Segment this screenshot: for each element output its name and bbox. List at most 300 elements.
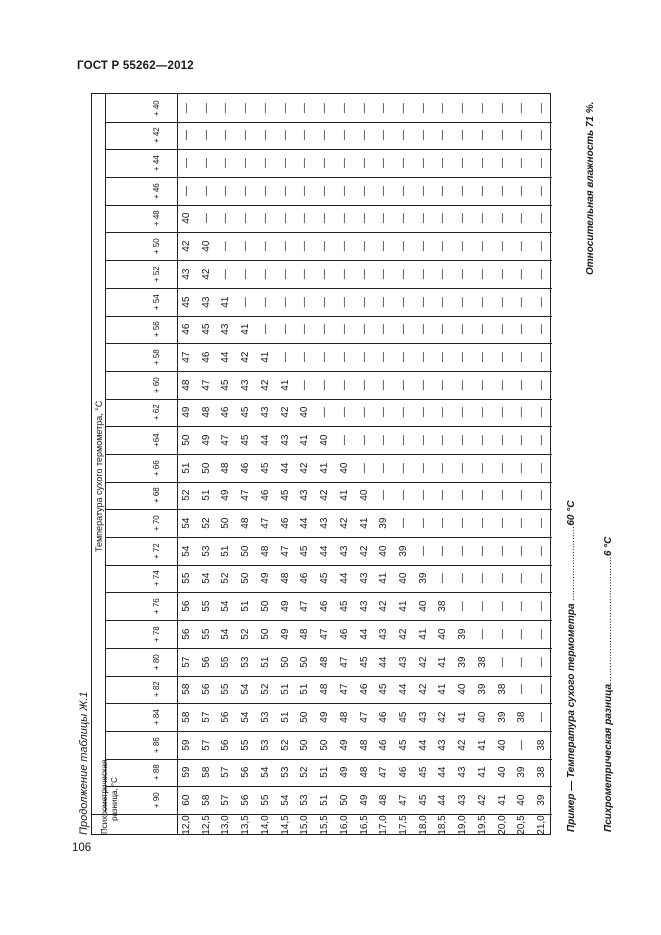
humidity-value: 48 bbox=[319, 656, 331, 668]
humidity-value: — bbox=[536, 684, 548, 695]
humidity-value: 43 bbox=[240, 379, 252, 391]
humidity-value: 41 bbox=[417, 628, 429, 640]
humidity-value: — bbox=[358, 296, 370, 307]
humidity-value: 46 bbox=[259, 489, 271, 502]
diff-value: 20,5 bbox=[516, 815, 528, 835]
humidity-value: 60 bbox=[180, 794, 192, 806]
humidity-value: — bbox=[437, 296, 449, 307]
example-line-1 bbox=[566, 501, 577, 832]
humidity-value: 43 bbox=[279, 434, 291, 446]
humidity-value: 48 bbox=[279, 573, 291, 585]
humidity-value: — bbox=[437, 130, 449, 141]
humidity-value: — bbox=[536, 435, 548, 446]
humidity-value: — bbox=[417, 379, 429, 390]
humidity-value: 40 bbox=[397, 573, 409, 585]
humidity-value: — bbox=[259, 324, 271, 335]
example-line-1-dots: ........................... bbox=[566, 525, 577, 601]
humidity-value: 46 bbox=[378, 711, 390, 723]
humidity-value: — bbox=[378, 379, 390, 390]
humidity-value: 48 bbox=[378, 794, 390, 806]
humidity-value: — bbox=[378, 490, 390, 501]
diff-value: 17,0 bbox=[378, 815, 390, 835]
humidity-value: 48 bbox=[358, 739, 370, 751]
humidity-value: — bbox=[536, 130, 548, 141]
humidity-value: 44 bbox=[220, 351, 232, 363]
temperature-header: + 90 bbox=[152, 792, 161, 809]
humidity-value: 51 bbox=[240, 600, 252, 612]
humidity-value: — bbox=[536, 296, 548, 307]
humidity-value: — bbox=[496, 185, 508, 196]
humidity-value: — bbox=[338, 324, 350, 335]
humidity-value: — bbox=[476, 241, 488, 252]
humidity-value: — bbox=[397, 352, 409, 363]
humidity-value: — bbox=[338, 269, 350, 279]
humidity-value: 42 bbox=[417, 656, 429, 668]
humidity-value: 41 bbox=[220, 296, 232, 308]
humidity-value: — bbox=[457, 158, 469, 169]
humidity-value: 50 bbox=[200, 462, 212, 474]
humidity-value: 43 bbox=[417, 711, 429, 723]
humidity-value: 40 bbox=[457, 683, 469, 695]
humidity-value: 54 bbox=[279, 794, 291, 806]
humidity-value: — bbox=[536, 629, 548, 639]
humidity-value: 54 bbox=[240, 711, 252, 723]
humidity-value: — bbox=[259, 296, 271, 307]
humidity-value: — bbox=[417, 102, 429, 113]
humidity-value: — bbox=[516, 296, 528, 307]
humidity-value: — bbox=[358, 241, 370, 252]
humidity-value: 58 bbox=[180, 683, 192, 695]
humidity-value: — bbox=[299, 269, 311, 279]
humidity-value: — bbox=[476, 435, 488, 446]
humidity-value: 45 bbox=[319, 573, 331, 585]
humidity-value: — bbox=[378, 269, 390, 279]
humidity-value: — bbox=[476, 158, 488, 169]
humidity-value: — bbox=[378, 213, 390, 224]
humidity-value: 46 bbox=[180, 323, 192, 335]
humidity-value: — bbox=[358, 185, 370, 196]
temperature-header: + 50 bbox=[152, 238, 161, 255]
humidity-value: 57 bbox=[200, 711, 212, 723]
humidity-value: 45 bbox=[279, 489, 291, 502]
humidity-value: 56 bbox=[180, 628, 192, 640]
humidity-value: 49 bbox=[200, 434, 212, 446]
humidity-value: 47 bbox=[319, 628, 331, 640]
humidity-value: — bbox=[259, 241, 271, 252]
humidity-value: 39 bbox=[516, 766, 528, 779]
humidity-value: — bbox=[378, 158, 390, 169]
humidity-value: 55 bbox=[240, 739, 252, 751]
temperature-header: + 62 bbox=[152, 404, 161, 421]
humidity-value: — bbox=[417, 462, 429, 473]
humidity-value: 52 bbox=[279, 739, 291, 751]
humidity-value: — bbox=[338, 379, 350, 390]
humidity-value: — bbox=[259, 213, 271, 224]
humidity-value: 49 bbox=[358, 794, 370, 806]
humidity-value: — bbox=[516, 407, 528, 418]
humidity-value: 43 bbox=[338, 545, 350, 557]
humidity-value: 54 bbox=[220, 628, 232, 640]
humidity-value: 39 bbox=[417, 573, 429, 585]
humidity-value: — bbox=[457, 490, 469, 501]
humidity-value: — bbox=[437, 158, 449, 169]
humidity-value: — bbox=[220, 185, 232, 196]
humidity-value: 51 bbox=[200, 489, 212, 502]
diff-value: 16,5 bbox=[358, 815, 370, 835]
humidity-value: 41 bbox=[299, 434, 311, 446]
humidity-value: — bbox=[358, 407, 370, 418]
humidity-value: — bbox=[457, 518, 469, 529]
humidity-value: — bbox=[437, 352, 449, 363]
humidity-value: — bbox=[259, 269, 271, 279]
temperature-header: + 70 bbox=[152, 515, 161, 532]
humidity-value: — bbox=[516, 462, 528, 473]
humidity-value: — bbox=[299, 352, 311, 363]
example-line-2-dots: .............................................. bbox=[603, 556, 614, 684]
humidity-value: 45 bbox=[397, 739, 409, 751]
humidity-value: 47 bbox=[259, 517, 271, 529]
humidity-value: 54 bbox=[240, 683, 252, 695]
humidity-value: 49 bbox=[279, 600, 291, 612]
humidity-value: 45 bbox=[259, 462, 271, 474]
humidity-value: — bbox=[496, 435, 508, 446]
humidity-value: 45 bbox=[240, 406, 252, 419]
humidity-value: 42 bbox=[259, 379, 271, 391]
humidity-value: 49 bbox=[220, 489, 232, 502]
humidity-value: 39 bbox=[457, 656, 469, 668]
humidity-value: — bbox=[496, 656, 508, 667]
humidity-value: 46 bbox=[240, 462, 252, 474]
humidity-value: 53 bbox=[299, 794, 311, 806]
humidity-value: — bbox=[516, 739, 528, 750]
humidity-value: — bbox=[437, 379, 449, 390]
humidity-value: — bbox=[496, 407, 508, 418]
humidity-value: 39 bbox=[378, 517, 390, 529]
humidity-value: 53 bbox=[240, 656, 252, 668]
humidity-value: — bbox=[397, 324, 409, 335]
humidity-value: 48 bbox=[358, 766, 370, 779]
humidity-value: — bbox=[240, 185, 252, 196]
humidity-value: — bbox=[338, 435, 350, 446]
humidity-value: 42 bbox=[338, 517, 350, 529]
humidity-value: — bbox=[240, 158, 252, 169]
humidity-value: 45 bbox=[397, 711, 409, 723]
humidity-value: 42 bbox=[437, 711, 449, 723]
humidity-value: — bbox=[220, 158, 232, 169]
humidity-value: — bbox=[299, 158, 311, 169]
humidity-value: — bbox=[496, 518, 508, 529]
humidity-value: 38 bbox=[516, 711, 528, 723]
temperature-header: + 60 bbox=[152, 376, 161, 393]
humidity-value: — bbox=[417, 435, 429, 446]
humidity-value: 49 bbox=[319, 711, 331, 723]
humidity-value: — bbox=[397, 241, 409, 252]
humidity-value: — bbox=[417, 407, 429, 418]
humidity-value: — bbox=[536, 241, 548, 252]
humidity-value: — bbox=[496, 324, 508, 335]
humidity-value: — bbox=[437, 213, 449, 224]
humidity-value: 41 bbox=[437, 656, 449, 668]
humidity-value: 48 bbox=[200, 406, 212, 419]
humidity-value: — bbox=[397, 102, 409, 113]
humidity-value: 42 bbox=[378, 600, 390, 612]
humidity-value: 40 bbox=[338, 462, 350, 474]
humidity-value: 56 bbox=[240, 766, 252, 779]
humidity-value: — bbox=[180, 102, 192, 113]
humidity-value: — bbox=[476, 407, 488, 418]
humidity-value: 45 bbox=[378, 683, 390, 695]
humidity-value: — bbox=[437, 102, 449, 113]
humidity-value: — bbox=[378, 241, 390, 252]
humidity-value: — bbox=[279, 130, 291, 141]
humidity-value: 48 bbox=[180, 379, 192, 391]
humidity-value: 44 bbox=[259, 434, 271, 446]
humidity-value: 46 bbox=[319, 600, 331, 612]
humidity-value: — bbox=[358, 130, 370, 141]
humidity-value: — bbox=[536, 158, 548, 169]
humidity-value: 49 bbox=[259, 573, 271, 585]
humidity-value: 44 bbox=[358, 628, 370, 640]
humidity-value: — bbox=[516, 573, 528, 584]
humidity-value: 42 bbox=[476, 794, 488, 806]
humidity-value: — bbox=[397, 379, 409, 390]
humidity-value: — bbox=[200, 158, 212, 169]
humidity-value: — bbox=[397, 435, 409, 446]
humidity-value: — bbox=[240, 213, 252, 224]
humidity-value: — bbox=[516, 269, 528, 279]
humidity-value: — bbox=[536, 352, 548, 363]
diff-value: 17,5 bbox=[397, 815, 409, 835]
humidity-value: 44 bbox=[338, 573, 350, 585]
humidity-value: — bbox=[437, 324, 449, 335]
temperature-header: + 54 bbox=[152, 293, 161, 310]
humidity-value: — bbox=[476, 324, 488, 335]
humidity-value: 51 bbox=[319, 766, 331, 779]
humidity-value: 52 bbox=[299, 766, 311, 779]
humidity-value: 48 bbox=[319, 683, 331, 695]
humidity-value: 47 bbox=[299, 600, 311, 612]
humidity-value: — bbox=[516, 629, 528, 639]
humidity-value: 47 bbox=[200, 379, 212, 391]
humidity-value: 50 bbox=[240, 545, 252, 557]
humidity-value: — bbox=[358, 435, 370, 446]
humidity-value: — bbox=[457, 130, 469, 141]
humidity-value: — bbox=[299, 379, 311, 390]
humidity-value: — bbox=[476, 102, 488, 113]
humidity-value: — bbox=[476, 352, 488, 363]
humidity-value: — bbox=[437, 407, 449, 418]
diff-value: 19,5 bbox=[476, 815, 488, 835]
humidity-value: 46 bbox=[279, 517, 291, 529]
humidity-value: — bbox=[516, 684, 528, 695]
humidity-value: 49 bbox=[338, 739, 350, 751]
humidity-value: 44 bbox=[299, 517, 311, 529]
humidity-value: 44 bbox=[378, 656, 390, 668]
humidity-value: 51 bbox=[259, 656, 271, 668]
humidity-value: 45 bbox=[299, 545, 311, 557]
humidity-value: — bbox=[180, 158, 192, 169]
humidity-value: 55 bbox=[180, 573, 192, 585]
humidity-value: — bbox=[457, 435, 469, 446]
humidity-value: 54 bbox=[180, 545, 192, 557]
humidity-value: 50 bbox=[299, 739, 311, 751]
humidity-value: 59 bbox=[180, 766, 192, 779]
humidity-value: — bbox=[516, 435, 528, 446]
humidity-value: — bbox=[476, 601, 488, 612]
humidity-value: 50 bbox=[338, 794, 350, 806]
humidity-value: — bbox=[417, 518, 429, 529]
humidity-value: — bbox=[378, 296, 390, 307]
temperature-header: +64 bbox=[152, 433, 161, 447]
humidity-value: — bbox=[496, 130, 508, 141]
humidity-value: — bbox=[378, 324, 390, 335]
humidity-value: — bbox=[476, 269, 488, 279]
humidity-value: 39 bbox=[496, 711, 508, 723]
humidity-value: — bbox=[496, 296, 508, 307]
humidity-value: 41 bbox=[259, 351, 271, 363]
humidity-value: — bbox=[437, 462, 449, 473]
humidity-value: — bbox=[496, 462, 508, 473]
humidity-table bbox=[91, 93, 551, 835]
humidity-value: — bbox=[437, 185, 449, 196]
humidity-value: — bbox=[299, 296, 311, 307]
humidity-value: — bbox=[319, 241, 331, 252]
humidity-value: — bbox=[536, 601, 548, 612]
humidity-value: — bbox=[220, 130, 232, 141]
humidity-value: — bbox=[476, 379, 488, 390]
humidity-value: — bbox=[496, 379, 508, 390]
humidity-value: — bbox=[437, 241, 449, 252]
humidity-value: — bbox=[240, 296, 252, 307]
humidity-value: 44 bbox=[319, 545, 331, 557]
humidity-value: — bbox=[476, 629, 488, 639]
humidity-value: 41 bbox=[457, 711, 469, 723]
humidity-value: 40 bbox=[378, 545, 390, 557]
humidity-value: 50 bbox=[220, 517, 232, 529]
humidity-value: — bbox=[220, 269, 232, 279]
humidity-value: — bbox=[417, 269, 429, 279]
humidity-value: 39 bbox=[397, 545, 409, 557]
humidity-value: — bbox=[536, 379, 548, 390]
humidity-value: — bbox=[417, 213, 429, 224]
humidity-value: 51 bbox=[299, 683, 311, 695]
example-line-2-label: Психрометрическая разница bbox=[603, 683, 614, 832]
humidity-value: — bbox=[319, 158, 331, 169]
humidity-value: 49 bbox=[279, 628, 291, 640]
humidity-value: — bbox=[536, 545, 548, 556]
humidity-value: — bbox=[220, 102, 232, 113]
example-line-2 bbox=[603, 537, 614, 832]
humidity-value: — bbox=[457, 241, 469, 252]
humidity-value: — bbox=[496, 629, 508, 639]
humidity-value: 43 bbox=[259, 406, 271, 419]
humidity-value: 44 bbox=[279, 462, 291, 474]
humidity-value: 44 bbox=[417, 739, 429, 751]
example-line-1-label: Пример — Температура сухого термометра bbox=[566, 600, 577, 832]
humidity-value: 47 bbox=[180, 351, 192, 363]
humidity-value: 41 bbox=[437, 683, 449, 695]
humidity-value: 50 bbox=[240, 573, 252, 585]
humidity-value: — bbox=[200, 102, 212, 113]
humidity-value: — bbox=[496, 545, 508, 556]
humidity-value: — bbox=[417, 545, 429, 556]
humidity-value: 52 bbox=[259, 683, 271, 695]
humidity-value: 56 bbox=[200, 683, 212, 695]
diff-value: 18,0 bbox=[417, 815, 429, 835]
humidity-value: 41 bbox=[240, 323, 252, 335]
humidity-value: — bbox=[358, 213, 370, 224]
temperature-header: + 68 bbox=[152, 487, 161, 504]
humidity-value: 55 bbox=[220, 683, 232, 695]
humidity-value: 38 bbox=[536, 766, 548, 779]
humidity-value: 43 bbox=[358, 573, 370, 585]
humidity-value: 50 bbox=[279, 656, 291, 668]
humidity-value: — bbox=[279, 158, 291, 169]
humidity-value: — bbox=[299, 324, 311, 335]
humidity-value: — bbox=[279, 324, 291, 335]
humidity-value: 47 bbox=[279, 545, 291, 557]
humidity-value: 56 bbox=[180, 600, 192, 612]
humidity-value: 58 bbox=[200, 766, 212, 779]
humidity-value: 41 bbox=[397, 600, 409, 612]
humidity-value: 42 bbox=[319, 489, 331, 502]
temperature-header: + 80 bbox=[152, 653, 161, 670]
humidity-value: — bbox=[437, 435, 449, 446]
humidity-value: — bbox=[259, 130, 271, 141]
humidity-value: 55 bbox=[200, 600, 212, 612]
humidity-value: — bbox=[358, 269, 370, 279]
humidity-value: 42 bbox=[457, 739, 469, 751]
humidity-value: — bbox=[259, 158, 271, 169]
humidity-value: 55 bbox=[259, 794, 271, 806]
humidity-value: — bbox=[279, 102, 291, 113]
humidity-value: — bbox=[397, 130, 409, 141]
humidity-value: — bbox=[338, 241, 350, 252]
humidity-value: 41 bbox=[378, 573, 390, 585]
stub-header: Психрометрическая разница, °С bbox=[100, 759, 119, 834]
humidity-value: 42 bbox=[397, 628, 409, 640]
humidity-value: 50 bbox=[259, 628, 271, 640]
humidity-value: 43 bbox=[299, 489, 311, 502]
humidity-value: — bbox=[220, 213, 232, 224]
humidity-value: — bbox=[536, 490, 548, 501]
humidity-value: 54 bbox=[220, 600, 232, 612]
humidity-value: — bbox=[259, 102, 271, 113]
humidity-value: 45 bbox=[417, 794, 429, 806]
humidity-value: — bbox=[397, 213, 409, 224]
humidity-value: 50 bbox=[299, 656, 311, 668]
humidity-value: — bbox=[536, 185, 548, 196]
humidity-value: — bbox=[457, 352, 469, 363]
humidity-value: — bbox=[417, 158, 429, 169]
humidity-value: — bbox=[319, 296, 331, 307]
humidity-value: 55 bbox=[200, 628, 212, 640]
humidity-value: 47 bbox=[338, 656, 350, 668]
humidity-value: — bbox=[279, 241, 291, 252]
humidity-value: — bbox=[319, 269, 331, 279]
humidity-value: — bbox=[536, 656, 548, 667]
humidity-value: 53 bbox=[279, 766, 291, 779]
humidity-value: 57 bbox=[180, 656, 192, 668]
humidity-value: 52 bbox=[180, 489, 192, 502]
humidity-value: — bbox=[457, 545, 469, 556]
humidity-value: — bbox=[516, 185, 528, 196]
temperature-header: + 58 bbox=[152, 349, 161, 365]
humidity-value: 42 bbox=[299, 462, 311, 474]
humidity-value: — bbox=[476, 213, 488, 224]
temperature-header: + 78 bbox=[152, 626, 161, 642]
humidity-value: — bbox=[358, 102, 370, 113]
